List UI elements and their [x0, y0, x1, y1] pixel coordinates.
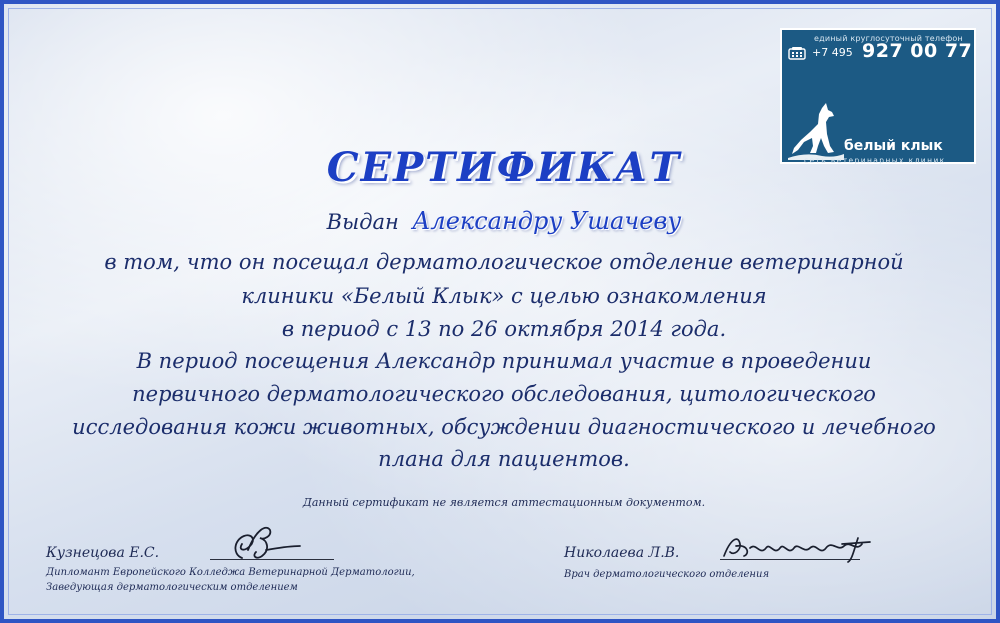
signature-2 — [720, 530, 876, 564]
body-line: В период посещения Александр принимал участие в проведении — [136, 349, 872, 373]
body-line: плана для пациентов. — [378, 447, 630, 471]
body-line: первичного дерматологического обследования, цитологического — [132, 382, 876, 406]
phone-number: 927 00 77 — [862, 40, 973, 62]
certificate-title: СЕРТИФИКАТ — [326, 144, 682, 191]
body-line: исследования кожи животных, обсуждении диагностического и лечебного — [72, 415, 936, 439]
body-line: клиники «Белый Клык» с целью ознакомления — [241, 284, 767, 308]
body-line: в период с 13 по 26 октября 2014 года. — [281, 317, 727, 341]
brand-tagline: сеть ветеринарных клиник — [804, 156, 946, 165]
phone-label: единый круглосуточный телефон — [814, 34, 963, 43]
issued-line — [4, 207, 1000, 235]
disclaimer: Данный сертификат не является аттестационным документом. — [302, 496, 706, 509]
body-line: в том, что он посещал дерматологическое отделение ветеринарной — [104, 250, 904, 274]
brand-name: белый клык — [844, 138, 943, 154]
phone-prefix: +7 495 — [812, 46, 853, 59]
signatory-2-name: Николаева Л.В. — [564, 545, 680, 561]
signatory-1-name: Кузнецова Е.С. — [46, 545, 160, 561]
signatory-1-role: Заведующая дерматологическим отделением — [46, 582, 298, 593]
recipient-name: Александру Ушачеву — [412, 207, 682, 235]
phone-icon — [788, 46, 806, 60]
signature-1 — [226, 520, 304, 564]
signatory-1-role: Дипломант Европейского Колледжа Ветеринарной Дерматологии, — [46, 567, 415, 578]
signatory-2-role: Врач дерматологического отделения — [564, 569, 770, 580]
issued-prefix: Выдан — [326, 210, 399, 234]
